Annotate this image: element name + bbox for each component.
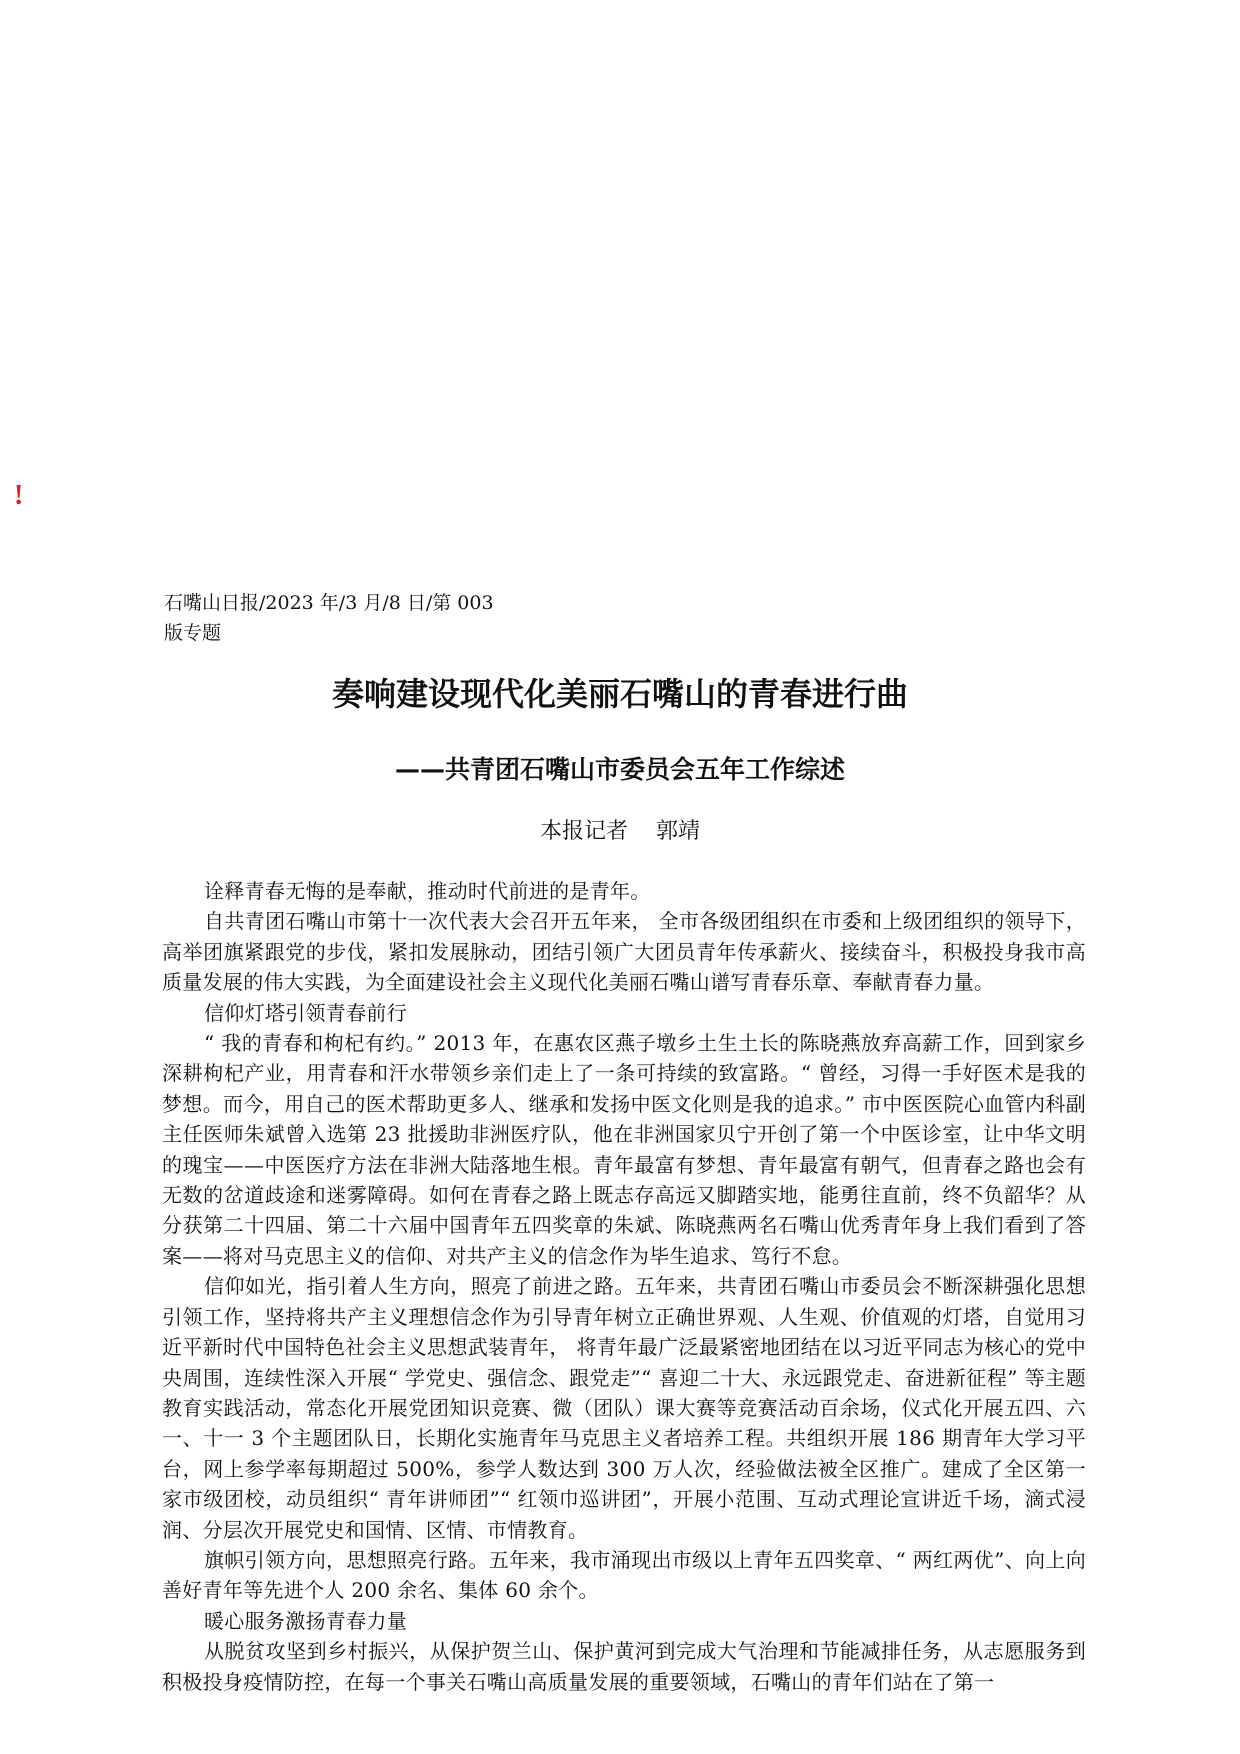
source-citation (164, 588, 524, 648)
article-title: 奏响建设现代化美丽石嘴山的青春进行曲 (331, 675, 908, 713)
paragraph: 从脱贫攻坚到乡村振兴，从保护贺兰山、保护黄河到完成大气治理和节能减排任务，从志愿服务到积极投身疫情防控，在每一个事关石嘴山高质量发展的重要领域，石嘴山的青年们站在了第一 (162, 1639, 1086, 1694)
paragraph: “ 我的青春和枸杞有约。” 2013 年，在惠农区燕子墩乡土生土长的陈晓燕放弃高薪工作，回到家乡深耕枸杞产业，用青春和汗水带领乡亲们走上了一条可持续的致富路。“ 曾经，习得一手好医术是我的梦想。而今，用自己的医术帮助更多人、继承和发扬中医文化则是我的追求。” 市中医医院心血管内科副主任医师朱斌曾入选第 23 批援助非洲医疗队，他在非洲国家贝宁开创了第一个中医诊室，让中华文明的瑰宝——中医医疗方法在非洲大陆落地生根。青年最富有梦想、青年最富有朝气，但青春之路也会有无数的岔道歧途和迷雾障碍。如何在青春之路上既志存高远又脚踏实地，能勇往直前，终不负韶华？从分获第二十四届、第二十六届中国青年五四奖章的朱斌、陈晓燕两名石嘴山优秀青年身上我们看到了答案——将对马克思主义的信仰、对共产主义的信念作为毕生追求、笃行不怠。 (162, 1031, 1086, 1268)
source-line-2: 版专题 (164, 622, 222, 644)
paragraph: 自共青团石嘴山市第十一次代表大会召开五年来， 全市各级团组织在市委和上级团组织的领导下，高举团旗紧跟党的步伐，紧扣发展脉动，团结引领广大团员青年传承薪火、接续奋斗，积极投身我市高质量发展的伟大实践，为全面建设社会主义现代化美丽石嘴山谱写青春乐章、奉献青春力量。 (162, 909, 1086, 995)
paragraph: 信仰如光，指引着人生方向，照亮了前进之路。五年来，共青团石嘴山市委员会不断深耕强化思想引领工作，坚持将共产主义理想信念作为引导青年树立正确世界观、人生观、价值观的灯塔，自觉用习近平新时代中国特色社会主义思想武装青年， 将青年最广泛最紧密地团结在以习近平同志为核心的党中央周围，连续性深入开展“ 学党史、强信念、跟党走”“ 喜迎二十大、永远跟党走、奋进新征程” 等主题教育实践活动，常态化开展党团知识竞赛、微（团队）课大赛等竞赛活动百余场，仪式化开展五四、六一、十一 3 个主题团队日，长期化实施青年马克思主义者培养工程。共组织开展 186 期青年大学习平台，网上参学率每期超过 500%，参学人数达到 300 万人次，经验做法被全区推广。建成了全区第一家市级团校，动员组织“ 青年讲师团”“ 红领巾巡讲团”，开展小范围、互动式理论宣讲近千场，滴式浸润、分层次开展党史和国情、区情、市情教育。 (162, 1274, 1086, 1542)
source-line-1: 石嘴山日报/2023 年/3 月/8 日/第 003 (164, 592, 494, 614)
section-heading: 信仰灯塔引领青春前行 (204, 1000, 407, 1025)
red-exclamation-mark: ! (14, 480, 24, 511)
article-subtitle: ——共青团石嘴山市委员会五年工作综述 (394, 755, 845, 784)
article-body (162, 876, 1086, 1697)
byline: 本报记者 郭靖 (540, 819, 700, 844)
section-heading: 暖心服务激扬青春力量 (204, 1608, 407, 1633)
paragraph: 诠释青春无悔的是奉献，推动时代前进的是青年。 (204, 879, 651, 903)
paragraph: 旗帜引领方向，思想照亮行路。五年来，我市涌现出市级以上青年五四奖章、“ 两红两优”、向上向善好青年等先进个人 200 余名、集体 60 余个。 (162, 1547, 1086, 1603)
